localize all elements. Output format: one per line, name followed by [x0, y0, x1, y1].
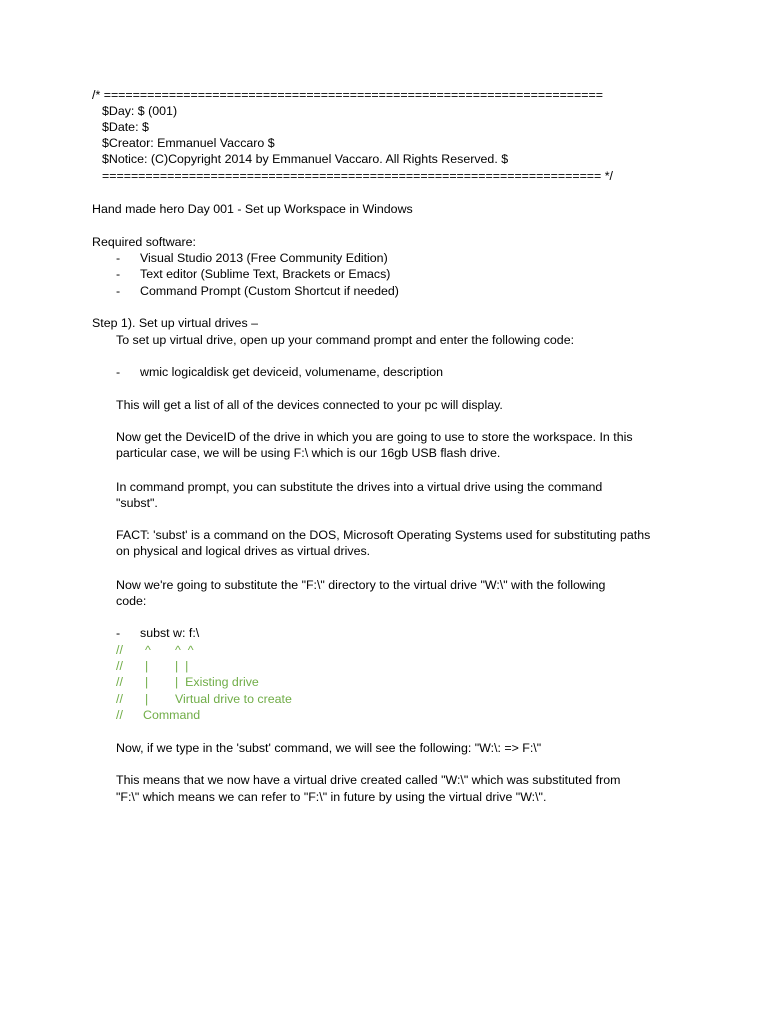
comment-pipe: |	[145, 692, 149, 706]
paragraph: In command prompt, you can substitute the drives into a virtual drive using the command	[116, 480, 603, 494]
required-item: Text editor (Sublime Text, Brackets or Emacs)	[140, 267, 391, 281]
header-day: $Day: $ (001)	[102, 104, 178, 118]
paragraph: code:	[116, 594, 147, 608]
bullet-dash: -	[116, 251, 121, 265]
step1-intro: To set up virtual drive, open up your command prompt and enter the following code:	[116, 333, 575, 347]
bullet-dash: -	[116, 284, 121, 298]
comment-pipe: |	[145, 659, 149, 673]
paragraph: Now, if we type in the 'subst' command, we will see the following: "W:\: => F:\"	[116, 741, 542, 755]
paragraph: Now get the DeviceID of the drive in which you are going to use to store the workspace. In this	[116, 430, 633, 444]
header-close-line: ===================================================================== */	[102, 169, 613, 183]
bullet-dash: -	[116, 626, 121, 640]
paragraph: "F:\" which means we can refer to "F:\" in future by using the virtual drive "W:\".	[116, 790, 547, 804]
step1-heading: Step 1). Set up virtual drives –	[92, 316, 258, 330]
comment-pipe: | |	[175, 659, 189, 673]
comment-slashes: //	[116, 643, 123, 657]
comment-virtual-drive: Virtual drive to create	[175, 692, 292, 706]
required-heading: Required software:	[92, 235, 196, 249]
comment-caret: ^ ^	[175, 643, 194, 657]
bullet-dash: -	[116, 267, 121, 281]
fact-paragraph: on physical and logical drives as virtual drives.	[116, 544, 371, 558]
paragraph: This means that we now have a virtual drive created called "W:\" which was substituted from	[116, 773, 621, 787]
bullet-dash: -	[116, 365, 121, 379]
paragraph: Now we're going to substitute the "F:\" directory to the virtual drive "W:\" with the following	[116, 578, 606, 592]
header-creator: $Creator: Emmanuel Vaccaro $	[102, 136, 275, 150]
comment-pipe: |	[145, 675, 149, 689]
comment-slashes: //	[116, 692, 123, 706]
comment-slashes: //	[116, 675, 123, 689]
comment-existing-drive: | Existing drive	[175, 675, 259, 689]
document-title: Hand made hero Day 001 - Set up Workspace in Windows	[92, 202, 413, 216]
comment-command: Command	[143, 708, 201, 722]
comment-slashes: //	[116, 708, 123, 722]
paragraph: "subst".	[116, 496, 158, 510]
comment-slashes: //	[116, 659, 123, 673]
fact-paragraph: FACT: 'subst' is a command on the DOS, Microsoft Operating Systems used for substituting paths	[116, 528, 651, 542]
command-subst: subst w: f:\	[140, 626, 200, 640]
paragraph: This will get a list of all of the devices connected to your pc will display.	[116, 398, 503, 412]
header-notice: $Notice: (C)Copyright 2014 by Emmanuel Vaccaro. All Rights Reserved. $	[102, 152, 509, 166]
command-wmic: wmic logicaldisk get deviceid, volumename, description	[140, 365, 444, 379]
required-item: Visual Studio 2013 (Free Community Edition)	[140, 251, 388, 265]
header-open-line: /* =====================================================================	[92, 88, 603, 102]
comment-caret: ^	[145, 643, 151, 657]
required-item: Command Prompt (Custom Shortcut if needed)	[140, 284, 399, 298]
paragraph: particular case, we will be using F:\ which is our 16gb USB flash drive.	[116, 446, 501, 460]
header-date: $Date: $	[102, 120, 149, 134]
